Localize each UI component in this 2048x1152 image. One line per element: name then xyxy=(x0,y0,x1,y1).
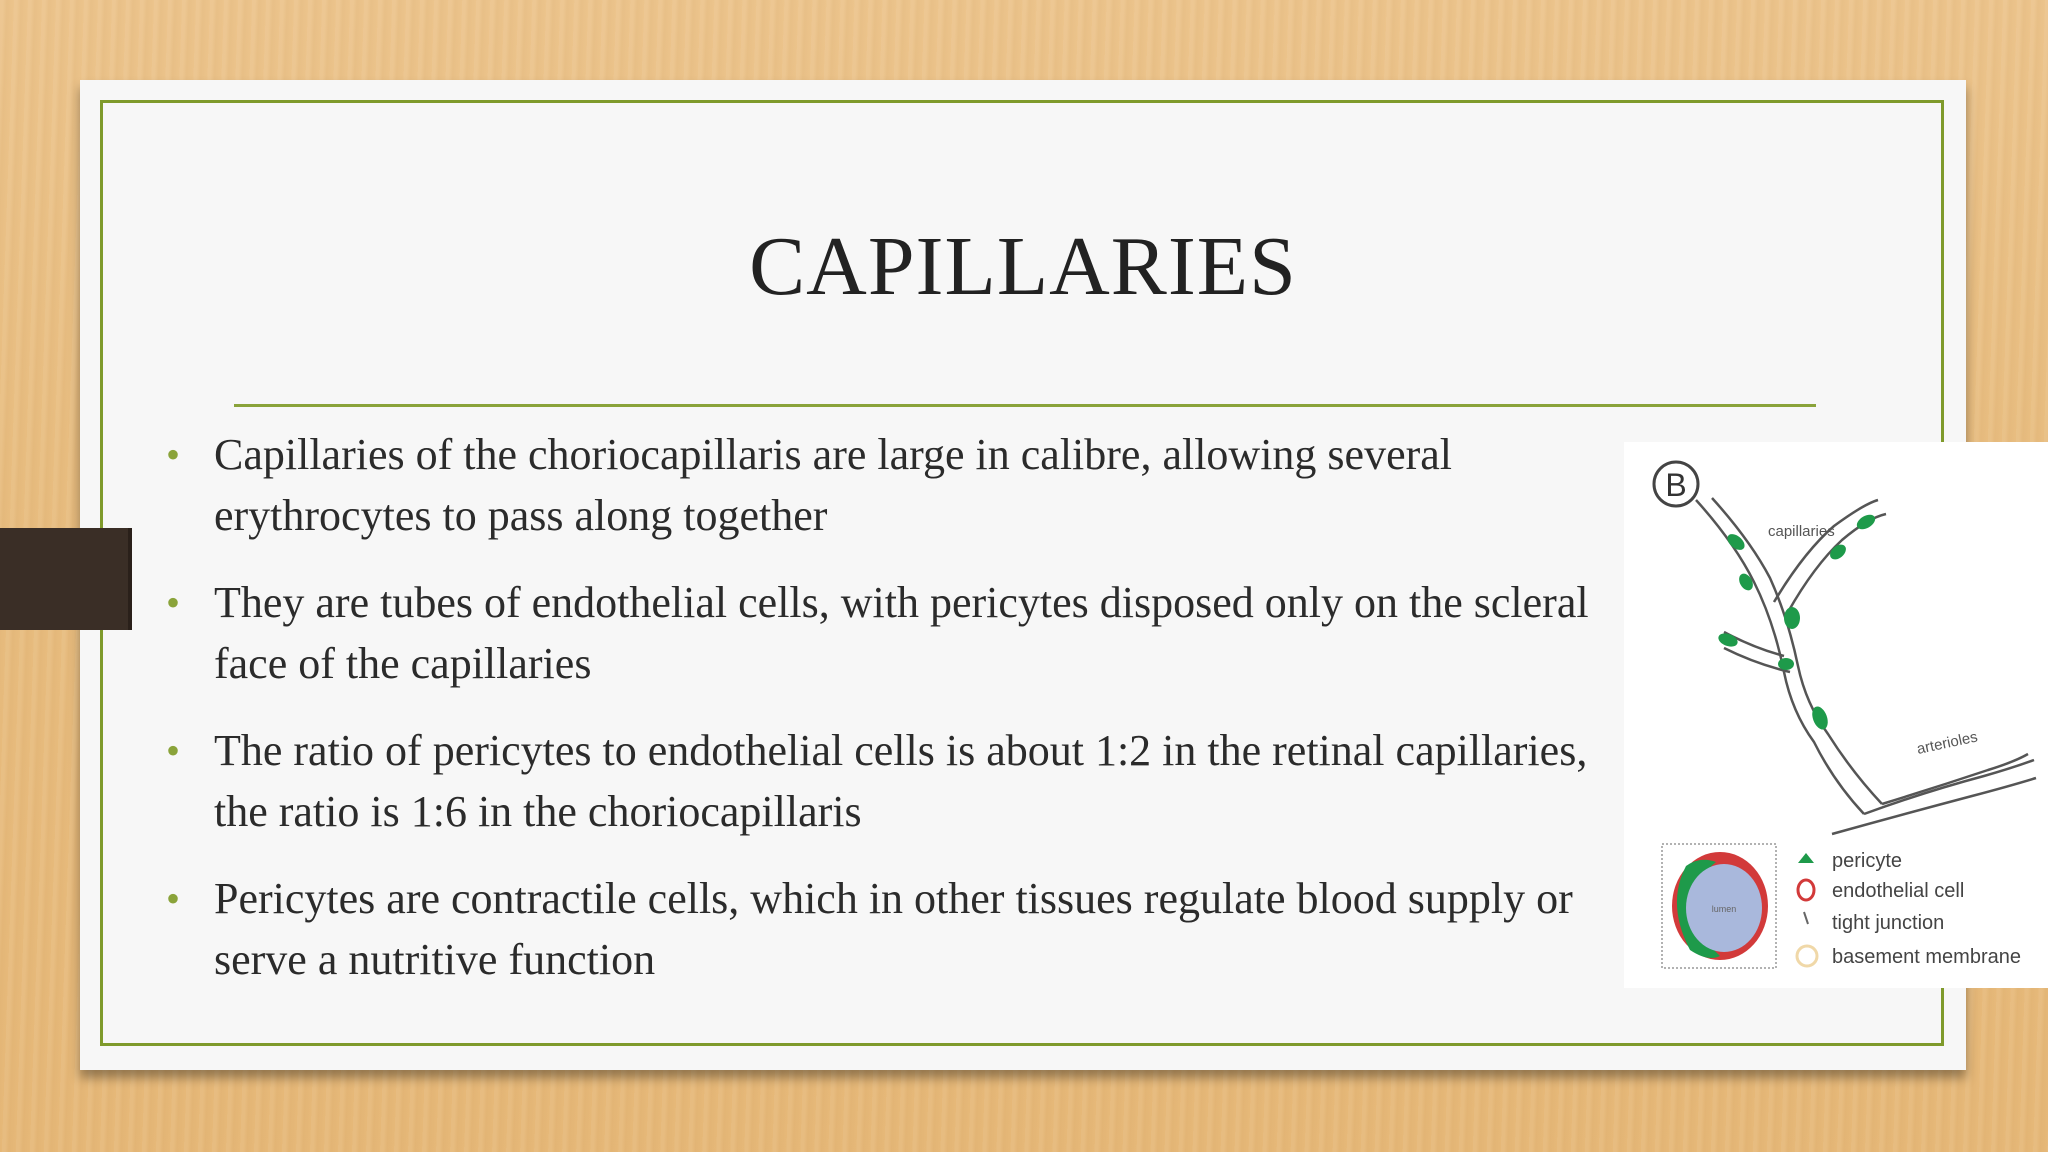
label-arterioles: arterioles xyxy=(1915,728,1980,758)
bullet-icon: • xyxy=(166,580,181,625)
bullet-text: The ratio of pericytes to endothelial cells is about 1:2 in the retinal capillaries, the ratio is 1:6 in the choriocapillaris xyxy=(214,726,1588,836)
bullet-icon: • xyxy=(166,432,181,477)
capillary-figure xyxy=(1624,442,2048,988)
slide-side-tab xyxy=(0,528,132,630)
slide-title: CAPILLARIES xyxy=(749,220,1297,313)
tight-junction-icon xyxy=(1804,912,1808,924)
bullet-text: Capillaries of the choriocapillaris are large in calibre, allowing several erythrocytes to pass along together xyxy=(214,430,1453,540)
basement-membrane-icon xyxy=(1797,946,1817,966)
legend-label-basement-membrane: basement membrane xyxy=(1832,946,2021,968)
endothelial-cell-icon xyxy=(1798,880,1814,900)
bullet-item xyxy=(162,720,1622,842)
bullet-text: They are tubes of endothelial cells, with pericytes disposed only on the scleral face of the capillaries xyxy=(214,578,1589,688)
capillary-diagram xyxy=(1624,442,2048,988)
pericyte-markers xyxy=(1717,512,1878,732)
bullet-list xyxy=(162,424,1622,1016)
bullet-item xyxy=(162,868,1622,990)
pericyte-icon xyxy=(1798,853,1814,863)
panel-letter: B xyxy=(1665,467,1687,503)
legend-label-endothelial-cell: endothelial cell xyxy=(1832,880,1965,902)
bullet-icon: • xyxy=(166,876,181,921)
bullet-item xyxy=(162,424,1622,546)
legend-label-tight-junction: tight junction xyxy=(1832,912,1945,934)
bullet-item xyxy=(162,572,1622,694)
label-capillaries: capillaries xyxy=(1768,523,1835,540)
title-divider xyxy=(234,404,1816,407)
legend-label-pericyte: pericyte xyxy=(1832,850,1903,872)
bullet-icon: • xyxy=(166,728,181,773)
bullet-text: Pericytes are contractile cells, which in other tissues regulate blood supply or serve a nutritive function xyxy=(214,874,1573,984)
lumen-label: lumen xyxy=(1711,904,1737,914)
capillary-vessels xyxy=(1696,498,2036,834)
figure-legend xyxy=(1797,850,2021,968)
